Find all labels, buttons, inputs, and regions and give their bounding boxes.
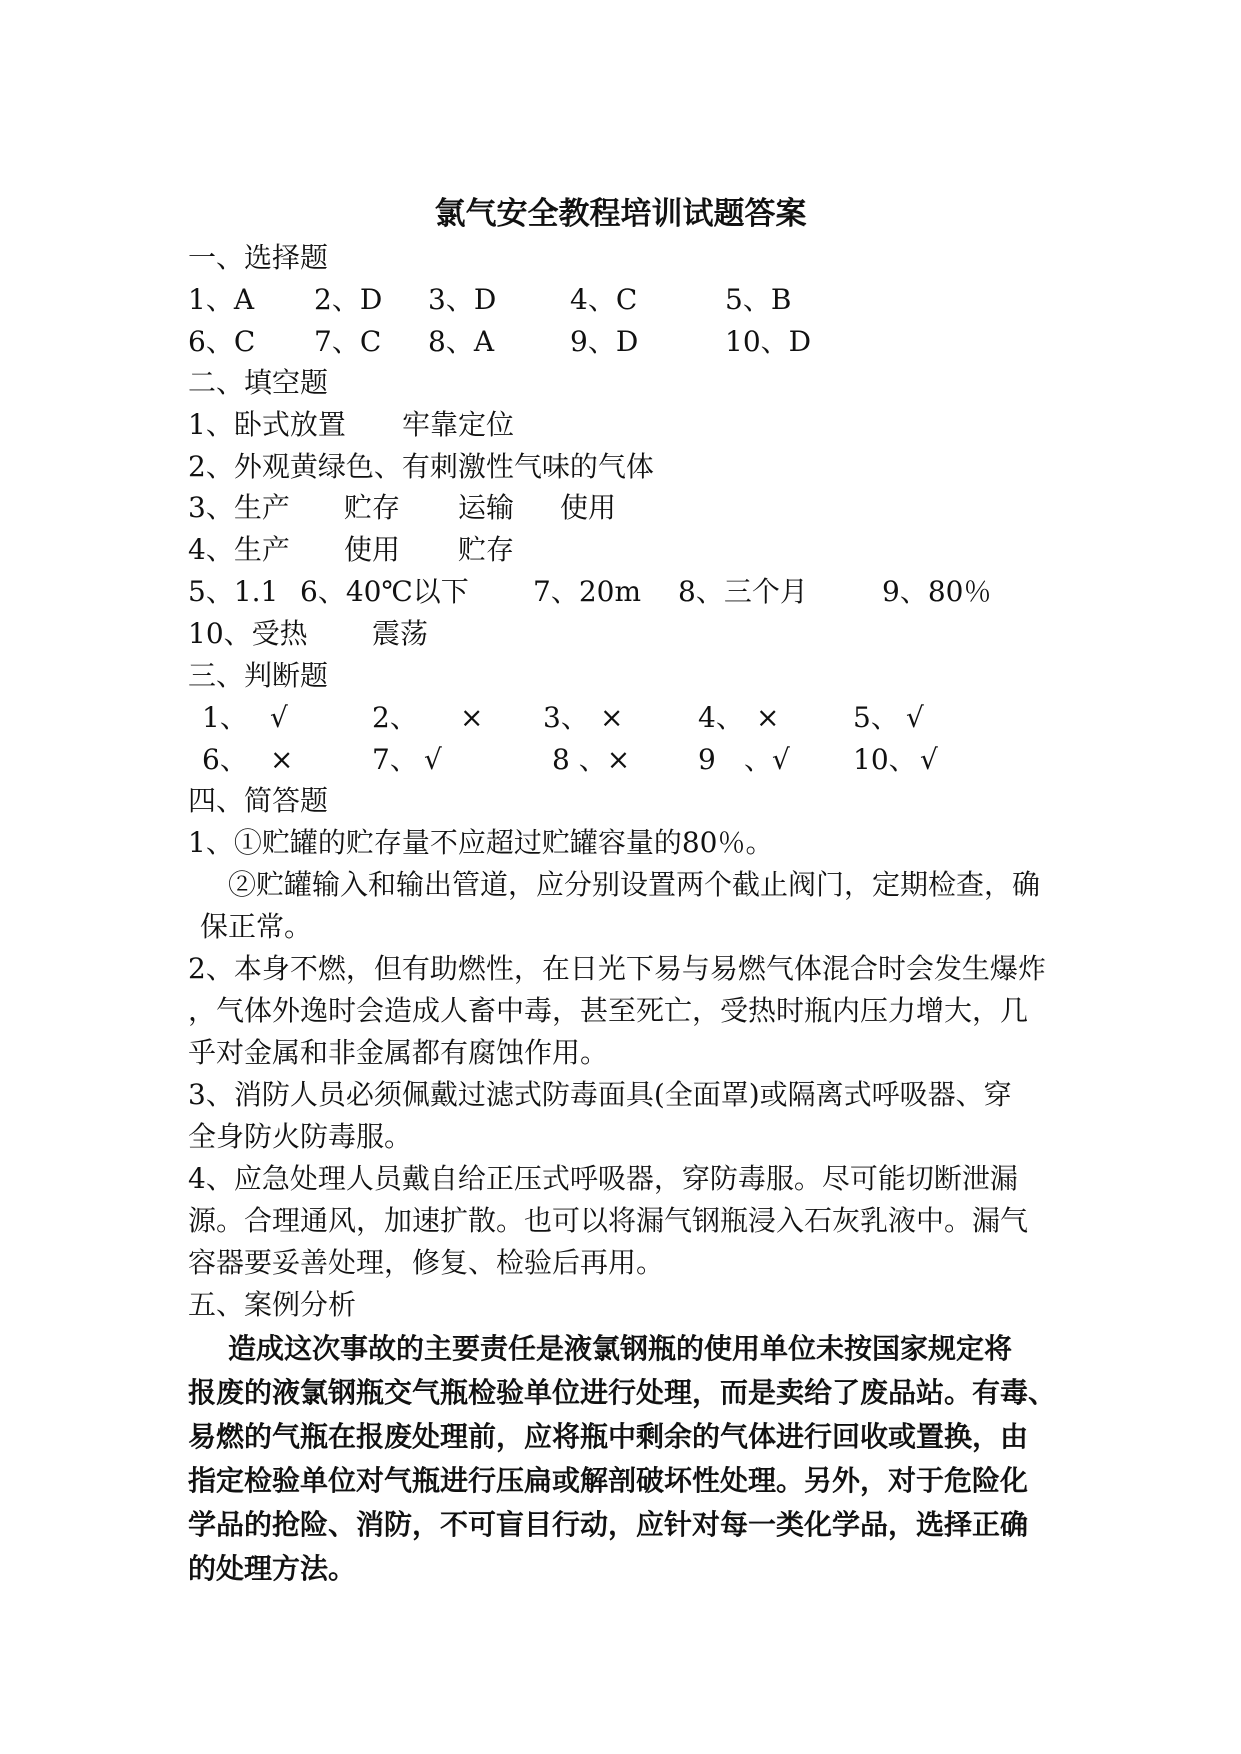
judge-number: 6、 [202,743,248,776]
choice-answer: 3、D [428,283,497,316]
fill-answer-1 [188,405,1088,445]
choice-answers-row-1 [188,280,1088,320]
cross-mark: × [756,701,780,734]
judge-number: 4、 [698,701,744,734]
fill-answer-text: 使用 [344,533,401,566]
fill-answer-10 [188,614,1088,654]
case-analysis-line: 指定检验单位对气瓶进行压扁或解剖破坏性处理。另外，对于危险化 [188,1464,1029,1497]
fill-answer-text: 贮存 [344,491,401,524]
fill-answer-text: 4、生产 [188,533,290,566]
fill-answer-text: 震荡 [372,617,429,650]
fill-answer-text: 7、20m [533,575,641,608]
page-title: 氯气安全教程培训试题答案 [434,196,807,232]
choice-answer: 10、D [725,325,812,358]
section-heading-judge: 三、判断题 [188,659,329,692]
short-answer-2-line: 乎对金属和非金属都有腐蚀作用。 [188,1036,609,1069]
judge-number: 9 [698,743,716,776]
case-analysis-line: 造成这次事故的主要责任是液氯钢瓶的使用单位未按国家规定将 [228,1332,1013,1365]
fill-answer-text: 5、1.1 [188,575,279,608]
fill-answer-text: 运输 [458,491,515,524]
fill-answer-2: 2、外观黄绿色、有刺激性气味的气体 [188,450,654,483]
fill-answer-text: 6、40℃以下 [300,575,469,608]
fill-answer-text: 牢靠定位 [402,408,515,441]
short-answer-2-line: ，气体外逸时会造成人畜中毒，甚至死亡，受热时瓶内压力增大，几 [188,994,1029,1027]
fill-answer-text: 3、生产 [188,491,290,524]
case-analysis-line: 学品的抢险、消防，不可盲目行动，应针对每一类化学品，选择正确 [188,1508,1029,1541]
section-heading-fill: 二、填空题 [188,366,329,399]
short-answer-1-line: 1、①贮罐的贮存量不应超过贮罐容量的80％。 [188,826,774,859]
fill-answer-text: 1、卧式放置 [188,408,346,441]
fill-answer-text: 8、三个月 [678,575,808,608]
choice-answer: 6、C [188,325,256,358]
choice-answer: 7、C [314,325,382,358]
section-heading-case: 五、案例分析 [188,1288,357,1321]
choice-answer: 8、A [428,325,495,358]
judge-number: 7、 [372,743,418,776]
short-answer-3-line: 3、消防人员必须佩戴过滤式防毒面具(全面罩)或隔离式呼吸器、穿 [188,1078,1012,1111]
check-mark: √ [906,701,924,734]
cross-mark: × [600,701,624,734]
judge-number: 2、 [372,701,418,734]
case-analysis-line: 报废的液氯钢瓶交气瓶检验单位进行处理，而是卖给了废品站。有毒、 [188,1376,1057,1409]
fill-answer-text: 贮存 [458,533,515,566]
short-answer-4-line: 4、应急处理人员戴自给正压式呼吸器，穿防毒服。尽可能切断泄漏 [188,1162,1018,1195]
judge-answer: 、√ [744,743,790,776]
case-analysis-line: 易燃的气瓶在报废处理前，应将瓶中剩余的气体进行回收或置换，由 [188,1420,1029,1453]
short-answer-1-line: ②贮罐输入和输出管道，应分别设置两个截止阀门，定期检查，确 [228,868,1041,901]
case-analysis-line: 的处理方法。 [188,1552,357,1585]
choice-answer: 2、D [314,283,383,316]
judge-number: 3、 [543,701,589,734]
judge-answers-row-2 [188,740,1088,780]
judge-answer: 8 、× [552,743,631,776]
judge-answers-row-1 [188,698,1088,738]
judge-number: 1、 [202,701,248,734]
section-heading-choice: 一、选择题 [188,241,329,274]
check-mark: √ [424,743,442,776]
check-mark: √ [270,701,288,734]
choice-answer: 9、D [570,325,639,358]
choice-answers-row-2 [188,322,1088,362]
fill-answer-text: 10、受热 [188,617,308,650]
fill-answer-5-9 [188,572,1088,612]
judge-number: 5、 [853,701,899,734]
short-answer-4-line: 源。合理通风，加速扩散。也可以将漏气钢瓶浸入石灰乳液中。漏气 [188,1204,1029,1237]
fill-answer-text: 9、80％ [882,575,992,608]
fill-answer-text: 使用 [560,491,617,524]
judge-number: 10、 [853,743,917,776]
section-heading-short-answer: 四、简答题 [188,784,329,817]
fill-answer-3 [188,488,1088,528]
cross-mark: × [460,701,484,734]
short-answer-1-line: 保正常。 [200,910,313,943]
cross-mark: × [270,743,294,776]
choice-answer: 1、A [188,283,255,316]
short-answer-4-line: 容器要妥善处理，修复、检验后再用。 [188,1246,665,1279]
short-answer-3-line: 全身防火防毒服。 [188,1120,413,1153]
choice-answer: 5、B [725,283,792,316]
choice-answer: 4、C [570,283,638,316]
short-answer-2-line: 2、本身不燃，但有助燃性，在日光下易与易燃气体混合时会发生爆炸 [188,952,1046,985]
check-mark: √ [920,743,938,776]
fill-answer-4 [188,530,1088,570]
